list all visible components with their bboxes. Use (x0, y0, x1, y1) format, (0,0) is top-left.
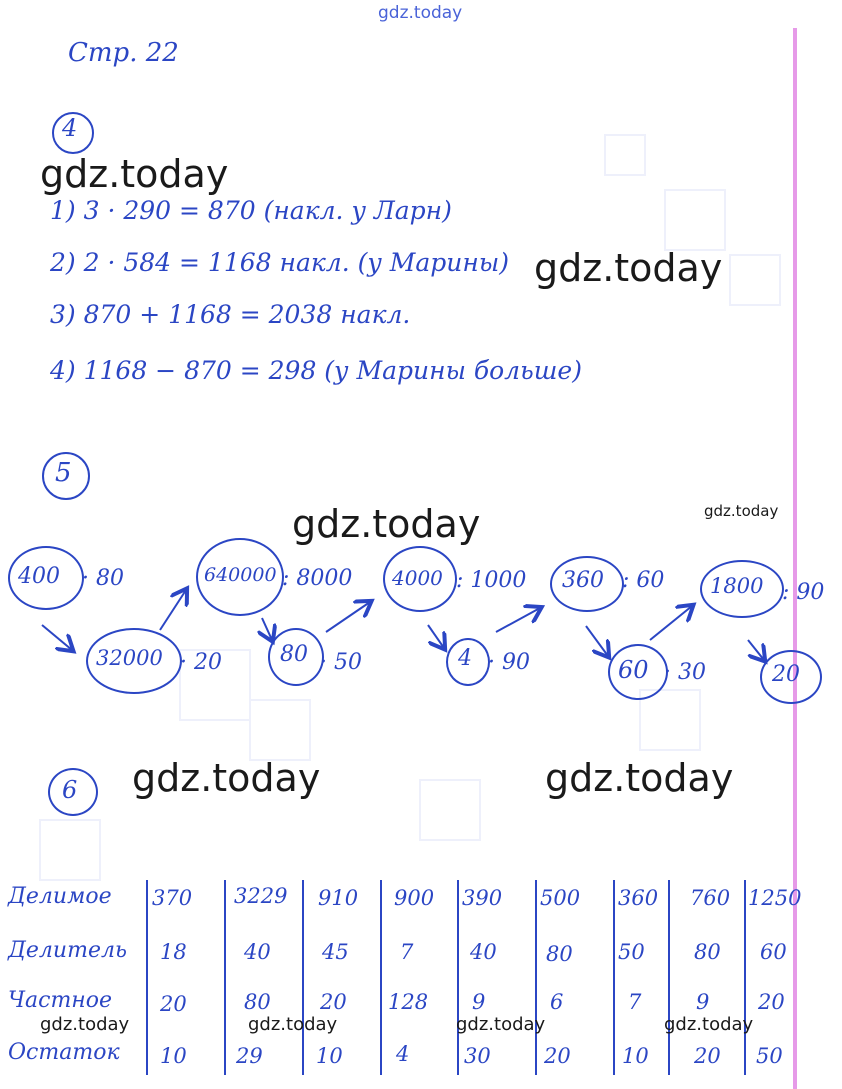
table-cell: 10 (160, 1044, 187, 1068)
table-cell: 20 (160, 992, 187, 1016)
task4-line-1: 1) 3 · 290 = 870 (накл. у Ларн) (50, 196, 452, 225)
watermark: gdz.today (456, 1014, 546, 1035)
chain-op-90: · 90 (488, 650, 530, 675)
table-cell: 900 (394, 886, 435, 910)
table-cell: 9 (472, 990, 486, 1014)
table-cell: 40 (470, 940, 497, 964)
chain-op-60: : 60 (622, 568, 665, 593)
table-cell: 18 (160, 940, 187, 964)
watermark: gdz.today (292, 502, 481, 546)
table-cell: 128 (388, 990, 429, 1014)
watermark: gdz.today (534, 246, 723, 290)
table-divider (146, 880, 148, 1075)
table-cell: 20 (694, 1044, 721, 1068)
arrow-80-to-4000 (326, 602, 370, 632)
watermark: gdz.today (40, 152, 229, 196)
table-cell: 7 (400, 940, 414, 964)
row-label-dividend: Делимое (8, 884, 112, 909)
chain-value-60: 60 (618, 656, 649, 684)
table-cell: 910 (318, 886, 359, 910)
table-cell: 30 (464, 1044, 491, 1068)
watermark: gdz.today (132, 756, 321, 800)
arrow-60-to-1800 (650, 606, 692, 640)
watermark: gdz.today (545, 756, 734, 800)
table-divider (224, 880, 226, 1075)
table-cell: 1250 (748, 886, 802, 910)
table-cell: 360 (618, 886, 659, 910)
arrow-360-to-60 (586, 626, 608, 656)
table-cell: 60 (760, 940, 787, 964)
table-cell: 80 (244, 990, 271, 1014)
chain-value-640000: 640000 (204, 564, 277, 586)
arrow-1800-to-20 (748, 640, 764, 660)
chain-value-80: 80 (280, 642, 308, 667)
page-reference: Стр. 22 (68, 38, 179, 68)
task5-number: 5 (55, 458, 72, 488)
task6-number: 6 (62, 776, 78, 804)
table-cell: 6 (550, 990, 564, 1014)
table-cell: 4 (396, 1042, 410, 1066)
chain-value-1800: 1800 (710, 574, 764, 598)
watermark: gdz.today (40, 1014, 130, 1035)
chain-value-360: 360 (562, 568, 604, 593)
chain-value-4000: 4000 (392, 566, 443, 590)
table-cell: 20 (758, 990, 785, 1014)
chain-op-1000: : 1000 (456, 568, 527, 593)
table-cell: 50 (618, 940, 645, 964)
table-cell: 29 (236, 1044, 263, 1068)
table-cell: 80 (546, 942, 573, 966)
table-divider (457, 880, 459, 1075)
chain-value-20: 20 (772, 662, 800, 687)
watermark: gdz.today (248, 1014, 338, 1035)
table-divider (613, 880, 615, 1075)
task4-line-3: 3) 870 + 1168 = 2038 накл. (50, 300, 411, 329)
arrow-4000-to-4 (428, 625, 444, 648)
chain-op-8000: : 8000 (282, 566, 353, 591)
task4-line-2: 2) 2 · 584 = 1168 накл. (у Марины) (50, 248, 509, 277)
watermark: gdz.today (664, 1014, 754, 1035)
table-cell: 370 (152, 886, 193, 910)
table-divider (535, 880, 537, 1075)
chain-value-4: 4 (458, 646, 472, 671)
table-cell: 10 (316, 1044, 343, 1068)
table-divider (668, 880, 670, 1075)
chain-value-400: 400 (18, 564, 60, 589)
arrow-640000-to-80 (262, 618, 272, 640)
task4-line-4: 4) 1168 − 870 = 298 (у Марины больше) (50, 356, 582, 385)
top-watermark: gdz.today (378, 3, 463, 23)
watermark: gdz.today (704, 502, 779, 520)
table-cell: 7 (628, 990, 642, 1014)
chain-op-30: · 30 (664, 660, 706, 685)
table-cell: 20 (320, 990, 347, 1014)
chain-op-90b: : 90 (782, 580, 825, 605)
table-cell: 80 (694, 940, 721, 964)
chain-op-80: · 80 (82, 566, 124, 591)
arrow-4-to-360 (496, 608, 540, 632)
arrow-400-to-32000 (42, 625, 72, 650)
table-cell: 50 (756, 1044, 783, 1068)
table-cell: 10 (622, 1044, 649, 1068)
chain-value-32000: 32000 (96, 646, 163, 670)
table-divider (744, 880, 746, 1075)
table-cell: 40 (244, 940, 271, 964)
chain-op-20: · 20 (180, 650, 222, 675)
table-cell: 390 (462, 886, 503, 910)
table-cell: 9 (696, 990, 710, 1014)
chain-op-50: · 50 (320, 650, 362, 675)
arrow-32000-to-640000 (160, 590, 186, 630)
row-label-divisor: Делитель (8, 938, 127, 963)
table-cell: 760 (690, 886, 731, 910)
row-label-quotient: Частное (8, 988, 113, 1013)
table-cell: 20 (544, 1044, 571, 1068)
table-cell: 3229 (234, 884, 288, 908)
table-cell: 45 (322, 940, 349, 964)
table-divider (380, 880, 382, 1075)
task4-number: 4 (62, 114, 78, 142)
table-divider (302, 880, 304, 1075)
row-label-remainder: Остаток (8, 1040, 120, 1065)
table-cell: 500 (540, 886, 581, 910)
